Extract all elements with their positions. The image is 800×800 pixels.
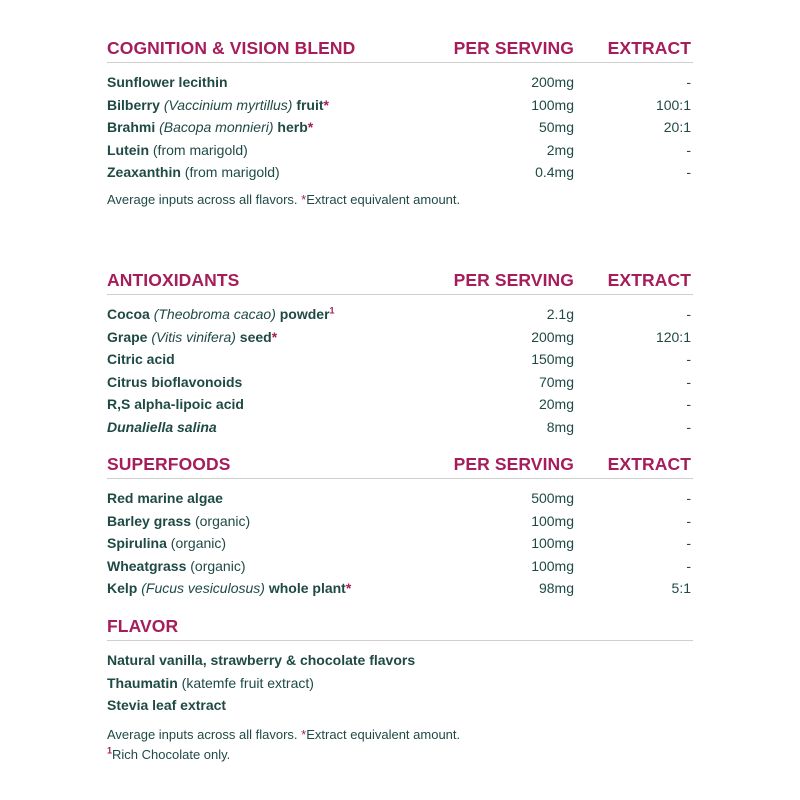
footnote-marker: 1 <box>329 305 335 316</box>
latin-name: (Theobroma cacao) <box>153 306 276 322</box>
ingredient-row <box>107 510 693 533</box>
footnote-asterisk: * <box>301 191 307 207</box>
ingredient-name: Red marine algae <box>107 490 223 506</box>
flavor-name: Thaumatin <box>107 674 178 691</box>
ingredient-name: Brahmi <box>107 119 156 135</box>
extract-ratio: 120:1 <box>655 328 691 345</box>
amount: 100mg <box>531 535 574 551</box>
footnote-text: Rich Chocolate only. <box>112 746 231 762</box>
flavor-note: (katemfe fruit extract) <box>181 674 314 691</box>
latin-name: Dunaliella salina <box>107 418 217 435</box>
plant-part: fruit <box>296 96 324 113</box>
latin-name: (Vitis vinifera) <box>151 328 236 345</box>
amount: 0.4mg <box>535 164 574 180</box>
extract-asterisk: * <box>307 119 314 135</box>
footnote-text: Average inputs across all flavors. <box>107 191 302 207</box>
extract-ratio: - <box>686 512 691 529</box>
ingredient-row <box>107 94 693 117</box>
latin-name: (Fucus vesiculosus) <box>141 580 265 596</box>
footnote-text: Average inputs across all flavors. <box>107 726 302 742</box>
extract-ratio: - <box>686 490 691 506</box>
amount: 8mg <box>546 418 574 435</box>
per-serving-header: PER SERVING <box>453 38 574 58</box>
ingredient-name: Bilberry <box>107 96 160 113</box>
extract-ratio: - <box>686 396 691 412</box>
ingredient-row <box>107 555 693 578</box>
section-title: ANTIOXIDANTS <box>107 270 240 290</box>
footnote-2 <box>107 747 693 762</box>
ingredient-name: Grape <box>107 328 148 345</box>
extract-asterisk: * <box>323 96 329 113</box>
extract-ratio: - <box>686 164 691 180</box>
ingredient-row <box>107 577 693 600</box>
amount: 98mg <box>538 580 574 596</box>
extract-ratio: - <box>686 373 691 390</box>
per-serving-header: PER SERVING <box>453 270 574 290</box>
ingredient-name: Sunflower lecithin <box>107 74 228 90</box>
ingredient-note: (from marigold) <box>152 141 248 158</box>
ingredient-name: Citric acid <box>107 351 175 367</box>
extract-ratio: 5:1 <box>671 580 691 596</box>
ingredient-name: Lutein <box>107 141 149 158</box>
ingredient-name: R,S alpha-lipoic acid <box>107 396 244 412</box>
extract-ratio: - <box>686 74 691 90</box>
amount: 70mg <box>538 373 574 390</box>
ingredient-note: (from marigold) <box>184 164 280 180</box>
ingredient-row <box>107 416 693 439</box>
amount: 150mg <box>531 351 574 367</box>
extract-ratio: - <box>686 418 691 435</box>
superfoods-section <box>107 448 693 600</box>
footnote-tail: Extract equivalent amount. <box>306 191 461 207</box>
footnote <box>107 727 693 742</box>
per-serving-header: PER SERVING <box>453 454 574 474</box>
amount: 2.1g <box>546 306 574 322</box>
extract-asterisk: * <box>271 328 278 345</box>
amount: 200mg <box>531 328 574 345</box>
cognition-section <box>107 32 693 207</box>
extract-header: EXTRACT <box>607 38 691 58</box>
amount: 20mg <box>538 396 574 412</box>
ingredient-row <box>107 71 693 94</box>
flavor-row <box>107 649 693 672</box>
ingredient-row <box>107 116 693 139</box>
section-title: SUPERFOODS <box>107 454 231 474</box>
extract-ratio: - <box>686 351 691 367</box>
ingredient-row <box>107 371 693 394</box>
plant-part: powder <box>279 306 330 322</box>
flavor-section <box>107 610 693 762</box>
amount: 100mg <box>531 96 574 113</box>
extract-ratio: 20:1 <box>663 119 691 135</box>
flavor-row <box>107 672 693 695</box>
ingredient-row <box>107 532 693 555</box>
flavor-header <box>107 610 693 641</box>
ingredient-row <box>107 487 693 510</box>
ingredient-note: (organic) <box>190 557 246 574</box>
section-title: COGNITION & VISION BLEND <box>107 38 356 58</box>
latin-name: (Bacopa monnieri) <box>159 119 274 135</box>
amount: 2mg <box>546 141 574 158</box>
antioxidants-header <box>107 264 693 295</box>
ingredient-name: Kelp <box>107 580 138 596</box>
ingredient-row <box>107 139 693 162</box>
ingredient-name: Cocoa <box>107 306 150 322</box>
footnote <box>107 192 693 207</box>
amount: 500mg <box>531 490 574 506</box>
extract-ratio: - <box>686 141 691 158</box>
ingredient-row <box>107 161 693 184</box>
extract-ratio: - <box>686 557 691 574</box>
ingredient-note: (organic) <box>170 535 227 551</box>
extract-header: EXTRACT <box>607 270 691 290</box>
amount: 100mg <box>531 512 574 529</box>
extract-asterisk: * <box>345 580 352 596</box>
ingredient-row <box>107 303 693 326</box>
flavor-name: Stevia leaf extract <box>107 697 227 713</box>
flavor-name: Natural vanilla, strawberry & chocolate flavors <box>107 652 416 668</box>
amount: 100mg <box>531 557 574 574</box>
amount: 50mg <box>538 119 574 135</box>
footnote-asterisk: * <box>301 726 307 742</box>
ingredient-row <box>107 393 693 416</box>
extract-ratio: 100:1 <box>655 96 691 113</box>
footnote-tail: Extract equivalent amount. <box>306 726 461 742</box>
superfoods-header <box>107 448 693 479</box>
ingredient-row <box>107 348 693 371</box>
extract-header: EXTRACT <box>607 454 691 474</box>
plant-part: seed <box>239 328 272 345</box>
plant-part: herb <box>277 119 308 135</box>
footnote-marker: 1 <box>107 745 113 756</box>
ingredient-name: Citrus bioflavonoids <box>107 373 243 390</box>
extract-ratio: - <box>686 306 691 322</box>
ingredient-row <box>107 326 693 349</box>
ingredient-name: Barley grass <box>107 512 192 529</box>
flavor-row <box>107 694 693 717</box>
amount: 200mg <box>531 74 574 90</box>
section-title: FLAVOR <box>107 616 179 636</box>
plant-part: whole plant <box>268 580 346 596</box>
latin-name: (Vaccinium myrtillus) <box>163 96 293 113</box>
extract-ratio: - <box>686 535 691 551</box>
ingredient-name: Zeaxanthin <box>107 164 181 180</box>
cognition-header <box>107 32 693 63</box>
antioxidants-section <box>107 264 693 438</box>
ingredient-name: Spirulina <box>107 535 167 551</box>
ingredient-name: Wheatgrass <box>107 557 187 574</box>
ingredient-note: (organic) <box>194 512 251 529</box>
